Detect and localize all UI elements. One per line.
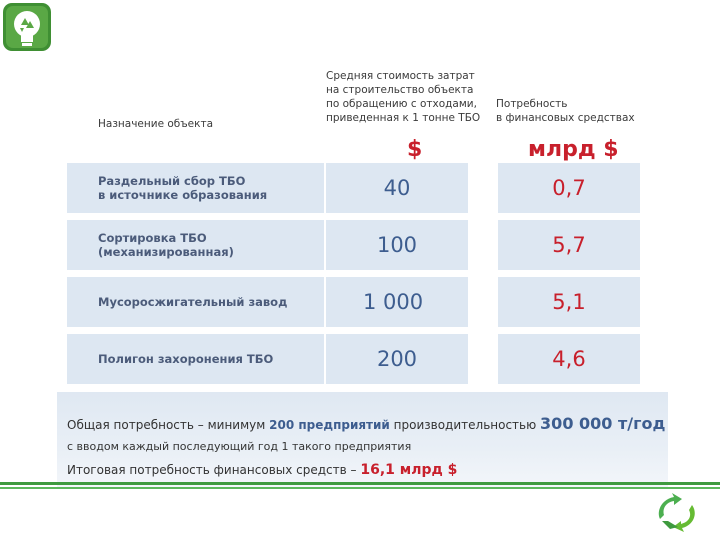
footer-divider-thin — [0, 487, 720, 489]
row-need: 5,7 — [552, 233, 586, 257]
row-cost: 1 000 — [363, 290, 424, 314]
row-cost: 40 — [383, 176, 411, 200]
row-need: 4,6 — [552, 347, 586, 371]
header-cost: Средняя стоимость затрат на строительство объекта по обращению с отходами, приведенная к 1 тонне ТБО — [326, 70, 481, 124]
summary-line-1: Общая потребность – минимум 200 предприятий производительностью 300 000 т/год — [67, 414, 666, 433]
row-name: Раздельный сбор ТБО в источнике образования — [98, 174, 268, 202]
header-need: Потребность в финансовых средствах — [496, 98, 635, 124]
row-name: Сортировка ТБО (механизированная) — [98, 231, 234, 259]
table-row — [67, 334, 640, 384]
unit-need: млрд $ — [528, 137, 619, 162]
footer-divider — [0, 482, 720, 485]
row-cost: 200 — [376, 347, 418, 371]
row-name: Полигон захоронения ТБО — [98, 352, 274, 366]
table-row — [67, 163, 640, 213]
table-row — [67, 220, 640, 270]
summary-line-3: Итоговая потребность финансовых средств – 16,1 млрд $ — [67, 462, 458, 478]
header-purpose: Назначение объекта — [98, 118, 214, 130]
recycle-arrows-icon — [652, 491, 700, 533]
unit-cost: $ — [407, 137, 423, 162]
row-cost: 100 — [376, 233, 418, 257]
row-name: Мусоросжигательный завод — [98, 295, 288, 309]
summary-box — [57, 392, 668, 488]
table-row — [67, 277, 640, 327]
recycle-lightbulb-icon — [3, 3, 51, 51]
row-need: 0,7 — [552, 176, 586, 200]
summary-line-2: с вводом каждый последующий год 1 такого предприятия — [67, 440, 412, 453]
row-need: 5,1 — [552, 290, 586, 314]
